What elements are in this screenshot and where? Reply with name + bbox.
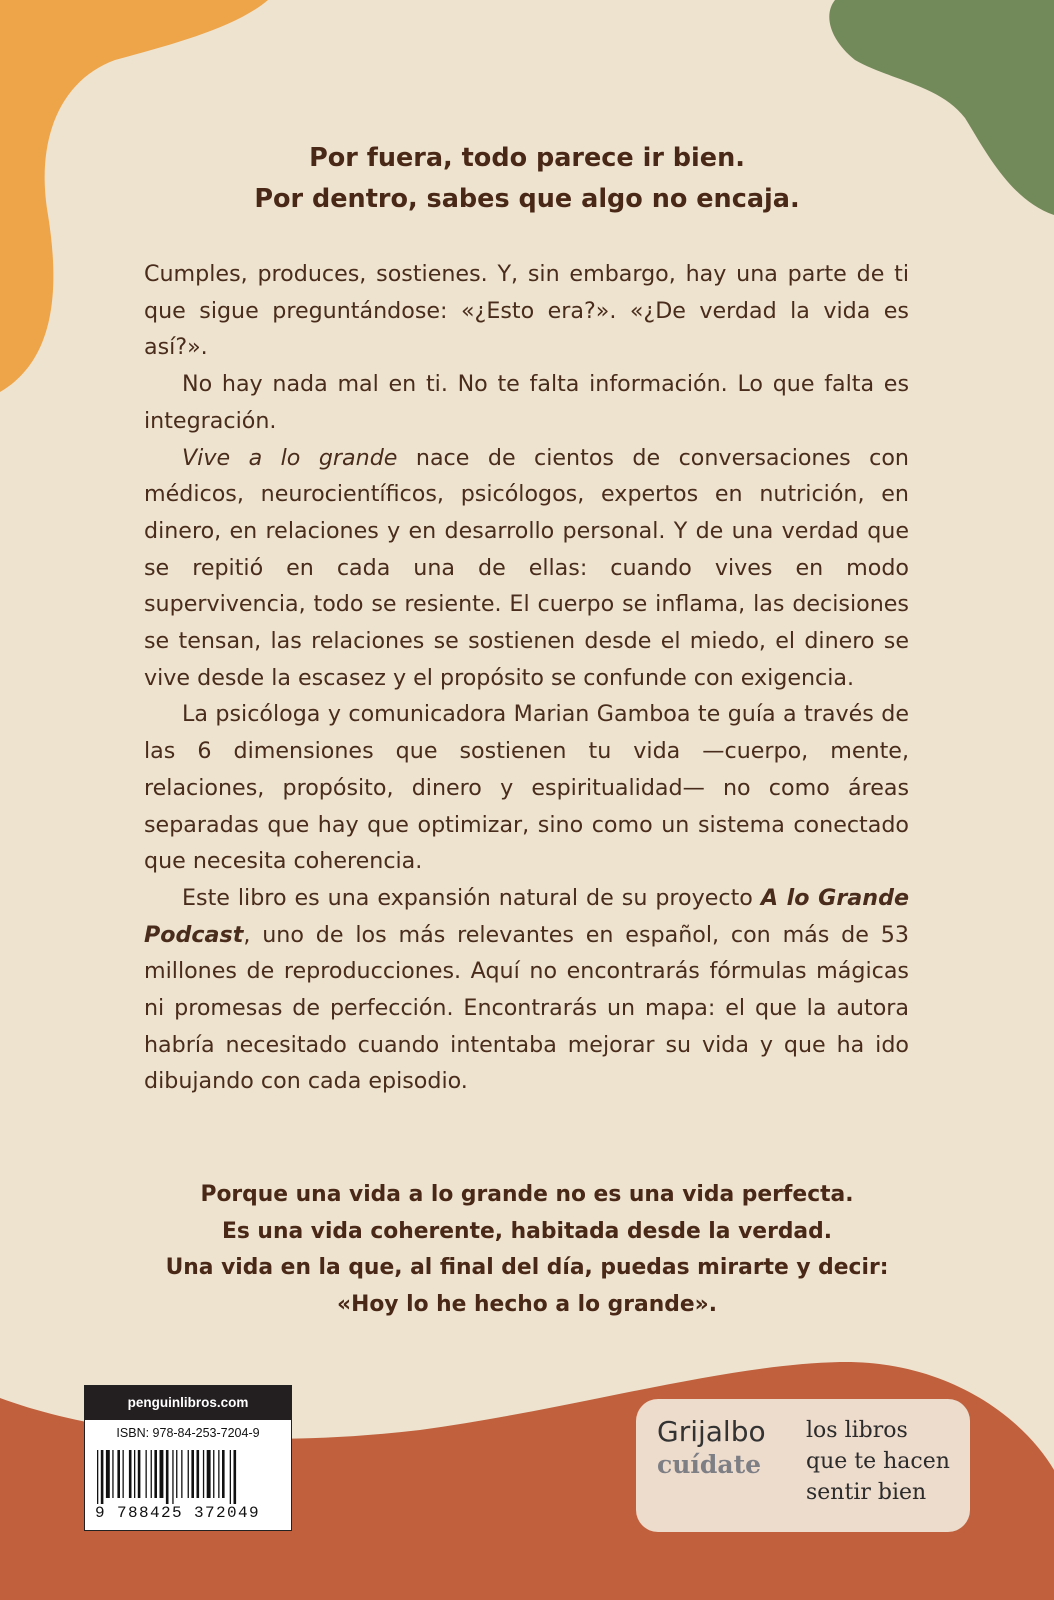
paragraph-5-text: , uno de los más relevantes en español, con más de 53 millones de reproducciones. Aquí no encontrarás fórmulas mágicas ni promesas de perfección. Encontrarás un mapa: el que la autora habría necesitado cuando intentaba mejorar su vida y que ha ido dibujando con cada episodio. [144,921,909,1095]
paragraph-1: Cumples, produces, sostienes. Y, sin embargo, hay una parte de ti que sigue preguntándose: «¿Esto era?». «¿De verdad la vida es así?». [144,261,909,361]
paragraph-3-text: nace de cientos de conversaciones con médicos, neurocientíficos, psicólogos, expertos en nutrición, en dinero, en relaciones y en desarrollo personal. Y de una verdad que se repitió en cada una de ellas: cuando vives en modo supervivencia, todo se resiente. El cuerpo se inflama, las decisiones se tensan, las relaciones se sostienen desde el miedo, el dinero se vive desde la escasez y el propósito se confunde con exigencia. [144,444,909,691]
barcode-bar [197,1450,200,1498]
barcode-bar [166,1450,169,1504]
barcode-bar [129,1450,132,1498]
barcode-bar [213,1450,214,1498]
headline-line-2: Por dentro, sabes que algo no encaja. [254,184,800,214]
barcode-bar [154,1450,157,1498]
closing-line-1: Porque una vida a lo grande no es una vida perfecta. [200,1182,854,1207]
headline [0,138,1054,220]
book-title: Vive a lo grande [182,444,398,471]
barcode-bar [106,1450,110,1498]
barcode-bar [138,1450,141,1498]
barcode-bar [172,1450,173,1504]
tagline-line-1: los libros [806,1418,908,1443]
barcode-icon [95,1450,281,1504]
publisher-collection: cuídate [657,1450,762,1479]
closing-statement [0,1177,1054,1323]
barcode-bar [188,1450,189,1498]
paragraph-3 [144,440,909,697]
closing-line-3: Una vida en la que, al final del día, puedas mirarte y decir: [165,1255,889,1280]
barcode-bar [117,1450,120,1498]
paragraph-5-start: Este libro es una expansión natural de su proyecto [182,884,761,911]
paragraph-2: No hay nada mal en ti. No te falta información. Lo que falta es integración. [144,371,909,434]
barcode-bar [123,1450,124,1498]
publisher-website: penguinlibros.com [85,1386,291,1420]
paragraph-4: La psicóloga y comunicadora Marian Gamboa te guía a través de las 6 dimensiones que sostienen tu vida —cuerpo, mente, relaciones, propósito, dinero y espiritualidad— no como áreas separadas que hay que optimizar, sino como un sistema conectado que necesita coherencia. [144,701,909,875]
barcode-bar [218,1450,219,1498]
barcode-bar [230,1450,231,1504]
closing-line-2: Es una vida coherente, habitada desde la verdad. [221,1218,833,1244]
barcode-bar [234,1450,237,1504]
barcode-bar [146,1450,147,1498]
barcode-box [84,1385,292,1531]
barcode-bar [97,1450,98,1504]
podcast-title: A lo Grande Podcast [144,884,910,948]
barcode-bar [134,1450,135,1498]
barcode-bar [191,1450,194,1498]
barcode-bar [112,1450,113,1498]
tagline-line-3: sentir bien [806,1480,927,1505]
publisher-logo [636,1399,970,1532]
isbn-label: ISBN: 978-84-253-7204-9 [116,1426,260,1440]
tagline-line-2: que te hacen [806,1449,950,1474]
barcode-bar [203,1450,204,1498]
headline-line-1: Por fuera, todo parece ir bien. [309,143,745,173]
barcode-digits: 9 788425 372049 [95,1504,261,1522]
paragraph-5 [144,880,909,1100]
barcode-bar [181,1450,182,1498]
barcode-bar [222,1450,225,1498]
synopsis [144,256,909,1100]
barcode-bar [207,1450,211,1498]
closing-line-4: «Hoy lo he hecho a lo grande». [337,1291,717,1317]
barcode-bar [160,1450,164,1498]
barcode-bar [101,1450,104,1504]
publisher-brand: Grijalbo [657,1415,766,1448]
publisher-tagline [806,1415,950,1508]
barcode-bar [151,1450,152,1498]
barcode-bar [176,1450,177,1498]
